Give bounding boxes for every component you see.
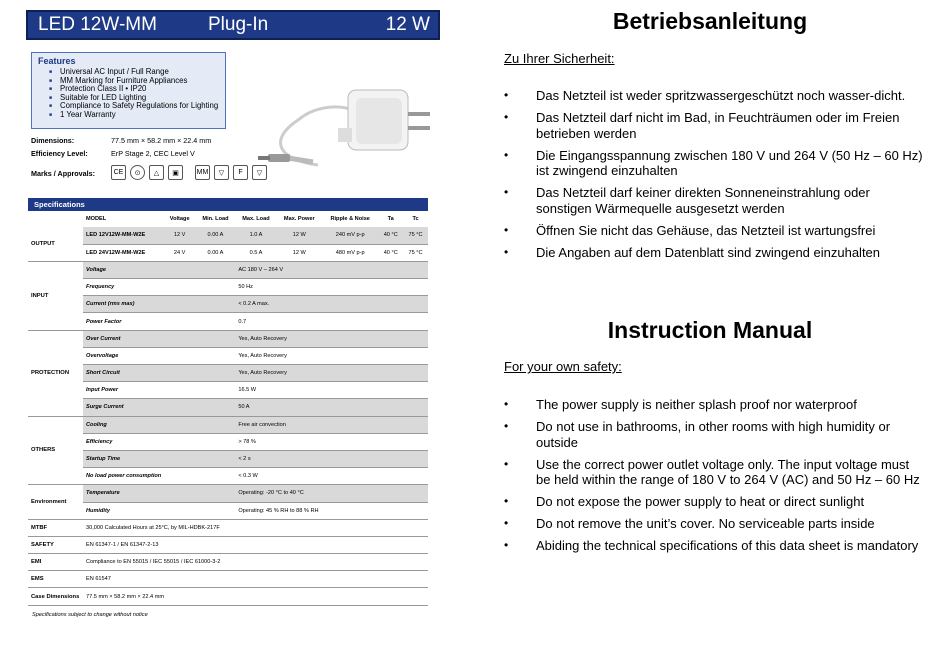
parameter-name: Startup Time xyxy=(83,450,235,467)
datasheet xyxy=(26,0,440,654)
table-cell: LED 24V12W-MM-W2E xyxy=(83,244,164,261)
parameter-value: Operating: -20 °C to 40 °C xyxy=(235,485,428,502)
footnote: Specifications subject to change without notice xyxy=(32,612,148,618)
english-safety-list xyxy=(504,397,924,560)
table-row xyxy=(28,554,428,571)
parameter-value: Compliance to EN 55015 / IEC 55015 / IEC 61000-3-2 xyxy=(83,554,428,571)
parameter-value: Yes, Auto Recovery xyxy=(235,330,428,347)
parameter-name: Efficiency xyxy=(83,433,235,450)
table-cell: LED 12V12W-MM-W2E xyxy=(83,227,164,244)
parameter-value: > 78 % xyxy=(235,433,428,450)
parameter-name: Frequency xyxy=(83,279,235,296)
parameter-value: Yes, Auto Recovery xyxy=(235,365,428,382)
english-subtitle: For your own safety: xyxy=(504,359,622,374)
feature-item: ■ Universal AC Input / Full Range xyxy=(60,68,219,77)
column-header: Voltage xyxy=(169,216,190,222)
column-header: Tc xyxy=(412,216,419,222)
dimensions-row xyxy=(31,136,211,145)
safety-item: • Use the correct power outlet voltage only. The input voltage must be held within the range of 180 V to 264 V (AC) and 50 Hz – 60 Hz xyxy=(504,457,924,488)
safety-item: • The power supply is neither splash proof nor waterproof xyxy=(504,397,924,413)
table-row xyxy=(28,519,428,536)
table-cell: 480 mV p-p xyxy=(322,244,378,261)
parameter-value: EN 61347-1 / EN 61347-2-13 xyxy=(83,536,428,553)
parameter-value: AC 180 V – 264 V xyxy=(235,261,428,278)
category-label: OTHERS xyxy=(28,416,83,485)
parameter-name: Humidity xyxy=(83,502,235,519)
class-ii-mark-icon: ▣ xyxy=(168,165,183,180)
table-cell: 0.00 A xyxy=(196,227,236,244)
feature-item: ■ 1 Year Warranty xyxy=(60,111,219,120)
category-label: INPUT xyxy=(28,261,83,330)
table-row xyxy=(28,227,428,244)
parameter-value: EN 61547 xyxy=(83,571,428,588)
table-row xyxy=(28,313,428,330)
triangle-mark-icon: ▽ xyxy=(214,165,229,180)
table-row xyxy=(28,416,428,433)
triangle-mark-icon: ▽ xyxy=(252,165,267,180)
efficiency-label: Efficiency Level: xyxy=(31,149,88,158)
feature-item: ■ Protection Class II • IP20 xyxy=(60,85,219,94)
power-rating: 12 W xyxy=(385,14,430,35)
german-subtitle: Zu Ihrer Sicherheit: xyxy=(504,51,615,66)
safety-item: • Die Angaben auf dem Datenblatt sind zwingend einzuhalten xyxy=(504,245,924,261)
marks-label: Marks / Approvals: xyxy=(31,169,96,178)
parameter-name: Voltage xyxy=(83,261,235,278)
column-header: Ripple & Noise xyxy=(330,216,370,222)
power-supply-image xyxy=(258,70,438,190)
table-cell: 75 °C xyxy=(403,227,428,244)
parameter-name: Cooling xyxy=(83,416,235,433)
table-row xyxy=(28,502,428,519)
table-row xyxy=(28,279,428,296)
features-list xyxy=(38,68,219,120)
column-header: Max. Load xyxy=(242,216,270,222)
parameter-value: 77.5 mm × 58.2 mm × 22.4 mm xyxy=(83,588,428,605)
table-cell: 40 °C xyxy=(378,227,403,244)
marks-row xyxy=(31,169,111,178)
product-type: Plug-In xyxy=(208,14,269,35)
parameter-value: 16.5 W xyxy=(235,382,428,399)
table-row xyxy=(28,244,428,261)
category-label: SAFETY xyxy=(28,536,83,553)
safety-item: • Do not use in bathrooms, in other rooms with high humidity or outside xyxy=(504,419,924,450)
table-row xyxy=(28,536,428,553)
table-row xyxy=(28,571,428,588)
safety-item: • Öffnen Sie nicht das Gehäuse, das Netzteil ist wartungsfrei xyxy=(504,223,924,239)
table-row xyxy=(28,588,428,605)
dimensions-label: Dimensions: xyxy=(31,136,75,145)
parameter-value: 50 Hz xyxy=(235,279,428,296)
table-cell: 240 mV p-p xyxy=(322,227,378,244)
table-cell: 24 V xyxy=(164,244,196,261)
parameter-name: Short Circuit xyxy=(83,365,235,382)
parameter-name: Current (rms max) xyxy=(83,296,235,313)
table-cell: 12 W xyxy=(277,244,322,261)
safety-item: • Das Netzteil darf keiner direkten Sonneneinstrahlung oder sonstigen Wärmequelle ausgesetzt werden xyxy=(504,185,924,216)
table-row xyxy=(28,399,428,416)
parameter-name: Over Current xyxy=(83,330,235,347)
parameter-value: Operating: 45 % RH to 88 % RH xyxy=(235,502,428,519)
table-cell: 40 °C xyxy=(378,244,403,261)
feature-item: ■ Compliance to Safety Regulations for Lighting xyxy=(60,102,219,111)
english-title: Instruction Manual xyxy=(607,317,813,343)
table-cell: 75 °C xyxy=(403,244,428,261)
specifications-table xyxy=(28,211,428,606)
german-title: Betriebsanleitung xyxy=(612,8,808,34)
parameter-value: Yes, Auto Recovery xyxy=(235,347,428,364)
parameter-value: < 0.2 A max. xyxy=(235,296,428,313)
german-safety-list xyxy=(504,88,924,267)
dimensions-value: 77.5 mm × 58.2 mm × 22.4 mm xyxy=(111,136,212,145)
column-header: Ta xyxy=(387,216,394,222)
column-header: MODEL xyxy=(86,216,107,222)
certification-mark-icon: ⊙ xyxy=(130,165,145,180)
table-row xyxy=(28,450,428,467)
features-title: Features xyxy=(38,56,76,66)
table-row xyxy=(28,330,428,347)
f-mark-icon: F xyxy=(233,165,248,180)
parameter-value: < 2 s xyxy=(235,450,428,467)
parameter-name: Overvoltage xyxy=(83,347,235,364)
ce-mark-icon: CE xyxy=(111,165,126,180)
table-cell: 1.0 A xyxy=(235,227,276,244)
specifications-section xyxy=(28,198,428,606)
category-label: OUTPUT xyxy=(28,227,83,261)
parameter-value: < 0.3 W xyxy=(235,468,428,485)
parameter-name: Temperature xyxy=(83,485,235,502)
features-box xyxy=(31,52,226,129)
table-cell: 12 W xyxy=(277,227,322,244)
table-header-row xyxy=(28,211,428,227)
safety-item: • Do not expose the power supply to heat or direct sunlight xyxy=(504,494,924,510)
column-header: Min. Load xyxy=(202,216,229,222)
category-label: EMS xyxy=(28,571,83,588)
table-row xyxy=(28,347,428,364)
safety-item: • Das Netzteil darf nicht im Bad, in Feuchträumen oder im Freien betrieben werden xyxy=(504,110,924,141)
table-cell: 12 V xyxy=(164,227,196,244)
parameter-value: 50 A xyxy=(235,399,428,416)
feature-item: ■ Suitable for LED Lighting xyxy=(60,94,219,103)
table-row xyxy=(28,365,428,382)
efficiency-row xyxy=(31,149,195,158)
table-row xyxy=(28,433,428,450)
efficiency-value: ErP Stage 2, CEC Level V xyxy=(111,149,195,158)
safety-item: • Abiding the technical specifications of this data sheet is mandatory xyxy=(504,538,924,554)
table-cell: 0.00 A xyxy=(196,244,236,261)
triangle-mark-icon: △ xyxy=(149,165,164,180)
approval-marks xyxy=(111,165,267,180)
mm-mark-icon: MM xyxy=(195,165,210,180)
table-row xyxy=(28,296,428,313)
table-cell: 0.5 A xyxy=(235,244,276,261)
table-row xyxy=(28,468,428,485)
product-title-bar xyxy=(26,10,440,40)
model-name: LED 12W-MM xyxy=(38,14,157,35)
parameter-name: Surge Current xyxy=(83,399,235,416)
parameter-name: Power Factor xyxy=(83,313,235,330)
category-label: PROTECTION xyxy=(28,330,83,416)
category-label: MTBF xyxy=(28,519,83,536)
category-label: Environment xyxy=(28,485,83,519)
parameter-value: 0.7 xyxy=(235,313,428,330)
safety-item: • Die Eingangsspannung zwischen 180 V und 264 V (50 Hz – 60 Hz) ist zwingend einzuhalten xyxy=(504,148,924,179)
category-label: Case Dimensions xyxy=(28,588,83,605)
parameter-value: Free air convection xyxy=(235,416,428,433)
safety-item: • Do not remove the unit’s cover. No serviceable parts inside xyxy=(504,516,924,532)
parameter-value: 30,000 Calculated Hours at 25°C, by MIL-HDBK-217F xyxy=(83,519,428,536)
column-header: Max. Power xyxy=(283,216,315,222)
category-label: EMI xyxy=(28,554,83,571)
parameter-name: No load power consumption xyxy=(83,468,235,485)
specifications-title: Specifications xyxy=(28,198,428,211)
table-row xyxy=(28,261,428,278)
parameter-name: Input Power xyxy=(83,382,235,399)
table-row xyxy=(28,485,428,502)
table-row xyxy=(28,382,428,399)
feature-item: ■ MM Marking for Furniture Appliances xyxy=(60,77,219,86)
safety-item: • Das Netzteil ist weder spritzwassergeschützt noch wasser-dicht. xyxy=(504,88,924,104)
